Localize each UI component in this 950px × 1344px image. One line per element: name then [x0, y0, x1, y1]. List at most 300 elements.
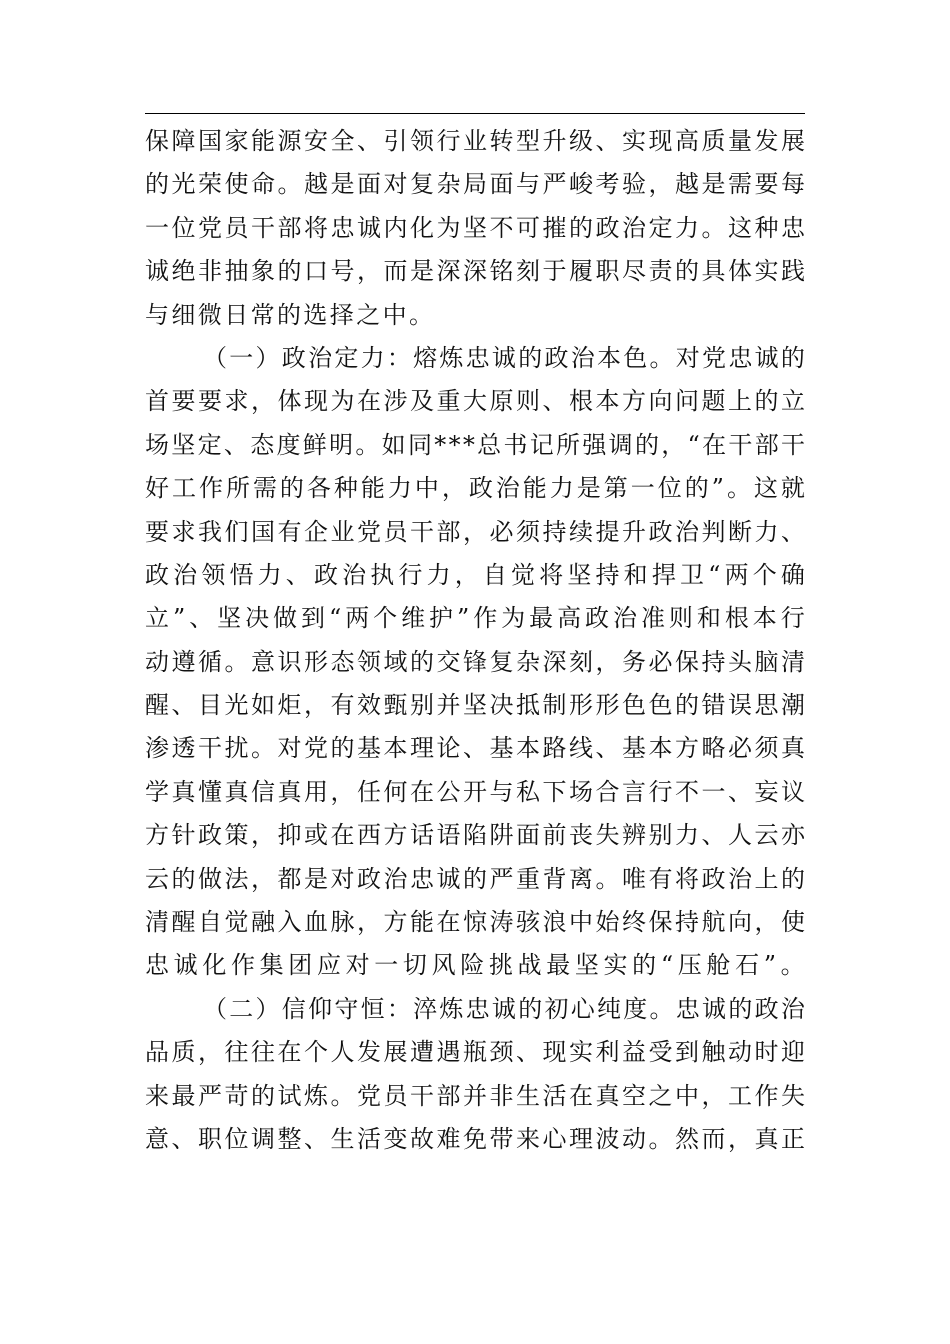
glyph: 诚 [436, 864, 461, 893]
glyph: 及 [410, 387, 434, 416]
glyph: 治 [342, 560, 367, 589]
text-line [145, 771, 805, 814]
glyph: 自 [198, 908, 222, 937]
glyph: 脉 [330, 908, 355, 937]
glyph: 的 [632, 951, 657, 980]
glyph: 在 [330, 821, 355, 850]
glyph: 位 [171, 213, 196, 242]
glyph: ” [172, 604, 186, 633]
glyph: 家 [224, 127, 249, 155]
glyph: 干 [410, 517, 434, 546]
glyph: 活 [542, 1081, 567, 1110]
glyph: 为 [330, 387, 355, 416]
glyph: 唯 [622, 864, 646, 893]
glyph: 集 [259, 951, 284, 980]
glyph: 源 [277, 127, 302, 155]
glyph: 面 [516, 821, 540, 850]
glyph: 工 [728, 1081, 752, 1110]
glyph: ” [763, 951, 776, 980]
glyph: 或 [304, 821, 328, 850]
glyph: ， [441, 474, 466, 503]
glyph: 免 [463, 1124, 487, 1153]
glyph: 种 [333, 474, 358, 503]
glyph: 熔 [413, 343, 438, 372]
glyph: 捍 [651, 560, 676, 589]
glyph: 领 [410, 127, 434, 155]
glyph: * [462, 430, 475, 459]
glyph: 遇 [436, 1038, 461, 1067]
glyph: 意 [251, 647, 275, 676]
glyph: 忠 [781, 213, 805, 242]
glyph: 生 [330, 1124, 355, 1153]
glyph: 严 [542, 170, 567, 199]
glyph: 云 [145, 864, 169, 893]
glyph: 大 [463, 387, 487, 416]
glyph: 领 [357, 647, 381, 676]
glyph: 质 [171, 1038, 196, 1067]
glyph: 域 [383, 647, 408, 676]
glyph: 种 [754, 213, 779, 242]
glyph: 阱 [489, 821, 514, 850]
glyph: 必 [728, 734, 752, 763]
glyph: 切 [402, 951, 427, 980]
glyph: 忠 [465, 343, 490, 372]
glyph: 员 [383, 1081, 408, 1110]
glyph: 西 [357, 821, 381, 850]
glyph: 忠 [465, 994, 490, 1023]
glyph: 行 [436, 127, 461, 155]
glyph: 严 [489, 864, 514, 893]
glyph: 所 [225, 474, 250, 503]
glyph: 而 [383, 257, 408, 286]
glyph: 高 [557, 604, 582, 633]
glyph: 前 [542, 821, 567, 850]
text-line [145, 597, 805, 640]
glyph: 血 [304, 908, 328, 937]
glyph: 杂 [436, 170, 461, 199]
glyph: 在 [569, 1081, 593, 1110]
glyph: 醒 [171, 908, 196, 937]
glyph: 号 [330, 257, 355, 286]
glyph: 转 [489, 127, 514, 155]
glyph: 议 [781, 777, 805, 806]
section-heading-line [145, 337, 805, 380]
glyph: 务 [622, 647, 646, 676]
glyph: 力 [754, 517, 779, 546]
text-line [145, 467, 805, 510]
glyph: 、 [304, 1124, 328, 1153]
glyph: 要 [145, 517, 169, 546]
glyph: ， [357, 257, 381, 286]
glyph: 学 [145, 777, 169, 806]
glyph: 力 [675, 213, 699, 242]
glyph: 做 [273, 604, 298, 633]
glyph: 辨 [622, 821, 646, 850]
glyph: 信 [281, 994, 306, 1023]
glyph: 深 [436, 257, 461, 286]
glyph: 抑 [277, 821, 302, 850]
glyph: 命 [251, 170, 275, 199]
glyph: 。 [251, 734, 275, 763]
glyph: 根 [724, 604, 749, 633]
glyph: 的 [518, 343, 543, 372]
glyph: （ [203, 343, 227, 372]
text-line [145, 1118, 805, 1161]
glyph: 首 [145, 387, 169, 416]
glyph: 团 [288, 951, 313, 980]
glyph: 诚 [173, 951, 198, 980]
glyph: 、 [285, 560, 310, 589]
glyph: 将 [675, 864, 699, 893]
glyph: 的 [675, 691, 699, 720]
glyph: 态 [330, 647, 355, 676]
glyph: 治 [728, 864, 752, 893]
glyph: 方 [383, 821, 408, 850]
glyph: 最 [171, 1081, 196, 1110]
glyph: 与 [516, 170, 540, 199]
glyph: 部 [436, 1081, 461, 1110]
glyph: ） [255, 343, 280, 372]
glyph: 空 [622, 1081, 646, 1110]
text-line [145, 1031, 805, 1074]
glyph: 中 [414, 474, 439, 503]
glyph: 和 [623, 560, 648, 589]
glyph: 迎 [781, 1038, 805, 1067]
glyph: 政 [585, 604, 610, 633]
glyph: 理 [569, 1124, 593, 1153]
glyph: 本 [596, 343, 621, 372]
glyph: 方 [383, 908, 408, 937]
glyph: 别 [648, 821, 673, 850]
glyph: 、 [171, 691, 196, 720]
glyph: 业 [463, 127, 487, 155]
glyph: 安 [304, 127, 328, 155]
glyph: 第 [603, 474, 628, 503]
glyph: ： [386, 994, 411, 1023]
glyph: 求 [171, 517, 196, 546]
glyph: 清 [781, 647, 805, 676]
glyph: 抵 [516, 691, 540, 720]
glyph: 断 [728, 517, 752, 546]
glyph: 国 [251, 517, 275, 546]
glyph: 摧 [542, 213, 567, 242]
glyph: 颈 [489, 1038, 514, 1067]
text-line [145, 814, 805, 857]
glyph: 的 [171, 864, 196, 893]
glyph: 色 [622, 691, 646, 720]
glyph: 下 [542, 777, 567, 806]
glyph: 治 [308, 343, 333, 372]
glyph: 。 [701, 213, 726, 242]
glyph: 、 [595, 127, 620, 155]
glyph: 有 [330, 691, 355, 720]
glyph: 炼 [304, 1081, 328, 1110]
glyph: 淬 [413, 994, 438, 1023]
glyph: ： [386, 343, 411, 372]
glyph: 执 [370, 560, 395, 589]
glyph: 场 [145, 430, 169, 459]
glyph: 非 [489, 1081, 514, 1110]
glyph: ， [728, 1124, 752, 1153]
glyph: 渗 [145, 734, 169, 763]
glyph: 背 [542, 864, 567, 893]
glyph: 个 [373, 604, 398, 633]
glyph: 、 [595, 734, 620, 763]
glyph: 航 [701, 908, 726, 937]
glyph: 力 [426, 560, 451, 589]
glyph: 瓶 [463, 1038, 487, 1067]
text-line [145, 684, 805, 727]
glyph: 尽 [622, 257, 646, 286]
glyph: 一 [630, 474, 655, 503]
glyph: 度 [623, 994, 648, 1023]
text-line [145, 858, 805, 901]
glyph: 卫 [679, 560, 704, 589]
glyph: 的 [754, 387, 779, 416]
glyph: 悟 [229, 560, 254, 589]
glyph: 故 [410, 1124, 434, 1153]
glyph: 人 [728, 821, 752, 850]
glyph: 针 [171, 821, 196, 850]
glyph: 定 [648, 213, 673, 242]
glyph: 。 [649, 994, 674, 1023]
glyph: 对 [330, 864, 355, 893]
glyph: 政 [281, 343, 306, 372]
glyph: 根 [569, 387, 593, 416]
glyph: 涉 [383, 387, 408, 416]
glyph: 自 [482, 560, 507, 589]
glyph: 涛 [489, 908, 514, 937]
glyph: 保 [648, 908, 673, 937]
glyph: 浪 [542, 908, 567, 937]
glyph: 两 [724, 560, 749, 589]
glyph: 向 [728, 908, 752, 937]
glyph: 部 [436, 517, 461, 546]
glyph: 政 [595, 213, 620, 242]
glyph: 能 [251, 127, 275, 155]
glyph: 治 [383, 864, 408, 893]
glyph: 基 [357, 734, 381, 763]
glyph: 有 [277, 517, 302, 546]
glyph: 需 [728, 170, 752, 199]
glyph: ， [648, 170, 673, 199]
glyph: 抽 [224, 257, 249, 286]
text-line [145, 207, 805, 250]
glyph: 可 [516, 213, 540, 242]
glyph: 方 [145, 821, 169, 850]
glyph: 对 [277, 734, 302, 763]
glyph: 终 [622, 908, 646, 937]
glyph: 使 [224, 170, 249, 199]
glyph: 在 [410, 777, 434, 806]
glyph: 开 [463, 777, 487, 806]
glyph: 中 [569, 908, 593, 937]
glyph: 在 [277, 1038, 302, 1067]
glyph: 、 [516, 1038, 540, 1067]
glyph: 不 [489, 213, 514, 242]
glyph: 品 [145, 1038, 169, 1067]
glyph: 展 [781, 127, 805, 155]
glyph: 的 [684, 474, 709, 503]
glyph: 行 [780, 604, 805, 633]
glyph: 。 [648, 1124, 673, 1153]
glyph: 力 [387, 474, 412, 503]
glyph: 的 [463, 864, 487, 893]
glyph: 。 [355, 430, 380, 459]
glyph: 透 [171, 734, 196, 763]
glyph: 光 [224, 691, 249, 720]
glyph: 干 [251, 213, 275, 242]
glyph: ， [454, 560, 479, 589]
glyph: 荣 [198, 170, 222, 199]
glyph: 。 [649, 343, 674, 372]
glyph: * [434, 430, 447, 459]
glyph: 领 [201, 560, 226, 589]
glyph: 需 [252, 474, 277, 503]
glyph: 骇 [516, 908, 540, 937]
glyph: 来 [145, 1081, 169, 1110]
text-line [145, 163, 805, 206]
glyph: 党 [357, 517, 381, 546]
text-line [145, 511, 805, 554]
glyph: 形 [595, 691, 620, 720]
glyph: 失 [595, 821, 620, 850]
glyph: 治 [173, 560, 198, 589]
glyph: 提 [595, 517, 620, 546]
glyph: 好 [145, 474, 169, 503]
glyph: 能 [360, 474, 385, 503]
glyph: 型 [516, 127, 540, 155]
glyph: 何 [383, 777, 408, 806]
glyph: 国 [198, 127, 222, 155]
glyph: 治 [780, 994, 805, 1023]
glyph: 坚 [463, 213, 487, 242]
glyph: 理 [410, 734, 434, 763]
glyph: 将 [539, 560, 564, 589]
glyph: 诚 [145, 257, 169, 286]
glyph: 炼 [439, 994, 464, 1023]
glyph: 然 [675, 1124, 699, 1153]
glyph: 所 [556, 430, 581, 459]
glyph: 目 [198, 691, 222, 720]
glyph: 最 [529, 604, 554, 633]
glyph: 战 [517, 951, 542, 980]
glyph: 对 [383, 170, 408, 199]
text-line [145, 554, 805, 597]
glyph: 话 [410, 821, 434, 850]
glyph: 时 [754, 1038, 779, 1067]
glyph: 色 [623, 343, 648, 372]
glyph: 益 [622, 1038, 646, 1067]
glyph: 并 [463, 1081, 487, 1110]
glyph: 具 [701, 257, 726, 286]
glyph: 扰 [224, 734, 249, 763]
glyph: 的 [780, 343, 805, 372]
glyph: 受 [648, 1038, 673, 1067]
glyph: 都 [277, 864, 302, 893]
glyph: 往 [224, 1038, 249, 1067]
glyph: 。 [224, 647, 249, 676]
glyph: 真 [277, 777, 302, 806]
glyph: 心 [570, 994, 595, 1023]
glyph: 陷 [463, 821, 487, 850]
glyph: 方 [675, 734, 699, 763]
glyph: 政 [145, 560, 169, 589]
glyph: 重 [516, 864, 540, 893]
glyph: ， [701, 1081, 726, 1110]
glyph: 整 [277, 1124, 302, 1153]
glyph: 质 [701, 127, 726, 155]
glyph: 效 [357, 691, 381, 720]
glyph: 党 [198, 213, 222, 242]
glyph: 这 [728, 213, 752, 242]
glyph: 必 [489, 517, 514, 546]
glyph: ， [330, 777, 355, 806]
glyph: 党 [357, 1081, 381, 1110]
glyph: 场 [569, 777, 593, 806]
glyph: 将 [304, 213, 328, 242]
glyph: 并 [436, 691, 461, 720]
glyph: 恒 [360, 994, 385, 1023]
glyph: 升 [622, 517, 646, 546]
glyph: 是 [701, 170, 726, 199]
glyph: 杂 [516, 647, 540, 676]
glyph: 触 [701, 1038, 726, 1067]
glyph: 是 [576, 474, 601, 503]
glyph: 基 [622, 734, 646, 763]
glyph: 现 [304, 387, 328, 416]
glyph: 头 [728, 647, 752, 676]
glyph: 语 [436, 821, 461, 850]
glyph: ， [357, 908, 381, 937]
glyph: 丧 [569, 821, 593, 850]
glyph: 如 [381, 430, 406, 459]
glyph: 是 [304, 864, 328, 893]
glyph: 决 [489, 691, 514, 720]
glyph: 重 [436, 387, 461, 416]
glyph: 方 [622, 387, 646, 416]
glyph: 略 [701, 734, 726, 763]
document-body [145, 120, 805, 1161]
glyph: ， [661, 430, 686, 459]
glyph: 交 [436, 647, 461, 676]
glyph: 续 [569, 517, 593, 546]
glyph: 做 [198, 864, 222, 893]
glyph: 中 [675, 1081, 699, 1110]
glyph: 向 [648, 387, 673, 416]
glyph: 准 [640, 604, 665, 633]
glyph: 的 [277, 257, 302, 286]
glyph: 坚 [574, 951, 599, 980]
glyph: ” [457, 604, 470, 633]
glyph: 化 [202, 951, 227, 980]
glyph: 一 [229, 343, 254, 372]
glyph: 部 [754, 430, 779, 459]
glyph: 治 [622, 213, 646, 242]
glyph: 非 [198, 257, 222, 286]
glyph: 每 [781, 170, 805, 199]
glyph: 则 [668, 604, 693, 633]
glyph: 企 [304, 517, 328, 546]
glyph: 往 [251, 1038, 275, 1067]
glyph: 、 [223, 430, 248, 459]
glyph: 错 [701, 691, 726, 720]
glyph: 。 [277, 170, 302, 199]
glyph: 。 [726, 474, 751, 503]
glyph: 两 [345, 604, 370, 633]
glyph: 员 [224, 213, 249, 242]
glyph: 治 [675, 517, 699, 546]
